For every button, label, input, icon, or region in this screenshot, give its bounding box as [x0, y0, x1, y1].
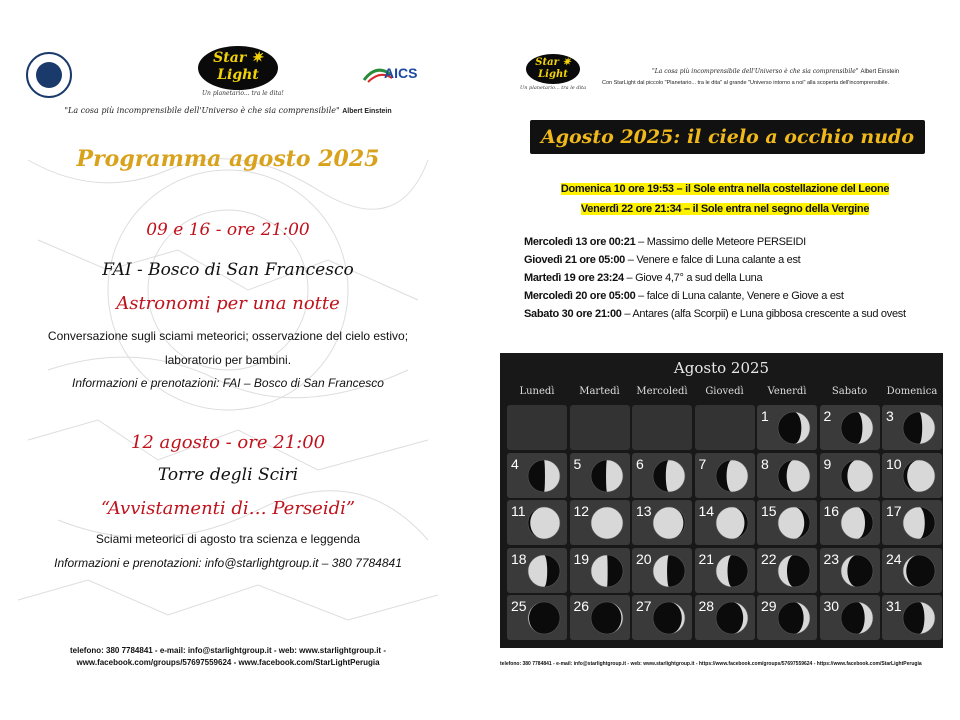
day-number: 12 — [573, 503, 590, 519]
moon-phase-icon — [902, 411, 936, 445]
moon-phase-icon — [777, 411, 811, 445]
highlight-block — [500, 179, 950, 217]
day-number: 9 — [823, 455, 832, 472]
day-number: 20 — [636, 550, 652, 567]
weekday-header: Mercoledì — [636, 386, 688, 397]
day-number: 30 — [823, 598, 840, 614]
day-number: 19 — [573, 550, 590, 567]
logo-small-line2: Light — [538, 69, 568, 80]
moon-phase-icon — [715, 601, 749, 635]
moon-phase-icon — [902, 554, 936, 588]
moon-lit-area — [606, 460, 623, 492]
empty-day-cell — [695, 405, 755, 450]
moon-phase-icon — [902, 601, 936, 635]
day-number: 8 — [761, 455, 769, 472]
right-quote-author: Albert Einstein — [860, 69, 900, 75]
day-cell — [757, 405, 817, 450]
empty-day-cell — [632, 405, 692, 450]
day-number: 10 — [886, 455, 902, 472]
day-cell — [507, 500, 567, 545]
day-number: 21 — [698, 550, 715, 567]
moon-phase-icon — [652, 459, 686, 493]
day-cell — [820, 500, 880, 545]
day-number: 24 — [886, 550, 902, 567]
moon-lit-area — [903, 507, 925, 539]
day-number: 16 — [823, 503, 840, 519]
highlight-sun-leo: Domenica 10 ore 19:53 – il Sole entra nella costellazione del Leone — [560, 183, 890, 195]
day-number: 22 — [761, 550, 777, 567]
day-cell — [882, 453, 942, 498]
moon-lit-area — [544, 460, 560, 492]
moon-lit-area — [528, 555, 547, 587]
day-cell — [820, 453, 880, 498]
starlight-logo-small — [526, 54, 580, 84]
moon-lit-area — [591, 555, 608, 587]
logo-small-line1: Star — [535, 57, 559, 68]
day-number: 15 — [761, 503, 777, 519]
event-when: Martedì 19 ore 23:24 — [524, 272, 624, 284]
event2-name: “Avvistamenti di… Perseidi” — [100, 498, 356, 519]
event-what: – Antares (alfa Scorpii) e Luna gibbosa crescente a sud ovest — [621, 308, 906, 320]
day-cell — [757, 500, 817, 545]
logo-line2: Light — [217, 67, 259, 83]
day-number: 31 — [886, 598, 902, 614]
event-what: – Massimo delle Meteore PERSEIDI — [635, 236, 806, 248]
day-number: 13 — [636, 503, 652, 519]
day-number: 17 — [886, 503, 902, 519]
moon-phase-icon — [652, 506, 686, 540]
weekday-header: Lunedì — [519, 386, 555, 397]
day-number: 18 — [511, 550, 527, 567]
day-cell — [695, 595, 755, 640]
day-number: 6 — [636, 455, 644, 472]
event-item — [524, 254, 906, 272]
event-what: – falce di Luna calante, Venere e Giove a est — [635, 290, 844, 302]
moon-phase-icon — [652, 554, 686, 588]
day-number: 5 — [573, 455, 582, 472]
right-flyer-page — [500, 40, 950, 675]
event-when: Sabato 30 ore 21:00 — [524, 308, 622, 320]
event2-info: Informazioni e prenotazioni: info@starlightgroup.it – 380 7784841 — [54, 556, 402, 570]
event2-date: 12 agosto - ore 21:00 — [130, 432, 326, 453]
logo-tagline: Un planetario... tra le dita! — [202, 90, 284, 97]
moon-phase-icon — [590, 506, 624, 540]
logo-line1: Star — [213, 50, 247, 66]
event-item — [524, 290, 906, 308]
moon-lit-area — [653, 555, 669, 587]
program-title: Programma agosto 2025 — [76, 146, 380, 172]
quote-text: "La cosa più incomprensibile dell'Universo è che sia comprensibile" — [64, 106, 340, 115]
right-subquote: Con StarLight dal piccolo "Planetario... tra le dita" al grande "Universo intorno a noi" alla scoperta dell'incomprensibile. — [602, 80, 890, 86]
day-cell — [632, 453, 692, 498]
moon-phase-icon — [777, 459, 811, 493]
moon-lit-area — [778, 507, 804, 539]
moon-phase-icon — [902, 459, 936, 493]
event1-venue: FAI - Bosco di San Francesco — [102, 260, 354, 280]
empty-day-cell — [507, 405, 567, 450]
day-number: 4 — [511, 455, 519, 472]
event1-info: Informazioni e prenotazioni: FAI – Bosco di San Francesco — [72, 376, 384, 390]
moon-phase-icon — [777, 506, 811, 540]
day-cell — [882, 595, 942, 640]
day-cell — [632, 548, 692, 593]
quote-author: Albert Einstein — [342, 108, 392, 115]
moon-phase-icon — [527, 601, 561, 635]
day-cell — [882, 405, 942, 450]
day-cell — [820, 548, 880, 593]
weekday-header: Venerdì — [767, 386, 807, 397]
event1-desc-line1: Conversazione sugli sciami meteorici; osservazione del cielo estivo; — [47, 329, 409, 343]
event-when: Mercoledì 20 ore 05:00 — [524, 290, 636, 302]
moon-phase-icon — [652, 601, 686, 635]
event-when: Mercoledì 13 ore 00:21 — [524, 236, 636, 248]
moon-phase-icon — [777, 601, 811, 635]
right-footer: telefono: 380 7784841 - e-mail: info@starlightgroup.it - web: www.starlightgroup.it - https://www.facebook.com/groups/57697559624 - https://www.facebook.com/StarLightPerugia — [500, 661, 922, 667]
day-cell — [507, 548, 567, 593]
moon-lit-area — [841, 507, 865, 539]
day-cell — [570, 595, 630, 640]
empty-day-cell — [570, 405, 630, 450]
day-number: 2 — [823, 408, 832, 424]
moon-phase-icon — [527, 459, 561, 493]
day-cell — [882, 548, 942, 593]
left-footer-line2: www.facebook.com/groups/57697559624 - www.facebook.com/StarLightPerugia — [76, 658, 380, 667]
event2-venue: Torre degli Sciri — [157, 465, 299, 485]
moon-phase-icon — [527, 506, 561, 540]
moon-phase-calendar — [500, 353, 943, 648]
moon-phase-icon — [840, 459, 874, 493]
day-cell — [632, 500, 692, 545]
event1-name: Astronomi per una notte — [116, 293, 340, 314]
day-cell — [507, 453, 567, 498]
moon-lit-area — [666, 460, 685, 492]
svg-text:AICS: AICS — [384, 65, 418, 81]
day-number: 1 — [761, 408, 769, 424]
event-when: Giovedì 21 ore 05:00 — [524, 254, 625, 266]
day-number: 25 — [511, 598, 527, 614]
event-item — [524, 236, 906, 254]
star-icon-small: ✷ — [562, 57, 571, 68]
highlight-sun-virgo: Venerdì 22 ore 21:34 – il Sole entra nel segno della Vergine — [580, 203, 870, 215]
weekday-header: Giovedì — [705, 386, 744, 397]
moon-phase-icon — [902, 506, 936, 540]
right-title: Agosto 2025: il cielo a occhio nudo — [540, 126, 915, 148]
moon-lit-area — [726, 460, 747, 492]
day-cell — [570, 500, 630, 545]
logo-small-tagline: Un planetario... tra le dita — [520, 85, 587, 91]
weekday-header: Domenica — [886, 386, 938, 397]
star-icon: ✷ — [251, 50, 263, 66]
day-cell — [820, 595, 880, 640]
day-cell — [570, 548, 630, 593]
moon-phase-icon — [527, 554, 561, 588]
day-cell — [695, 548, 755, 593]
event-what: – Giove 4,7° a sud della Luna — [623, 272, 763, 284]
day-cell — [695, 453, 755, 498]
day-number: 26 — [573, 598, 590, 614]
right-title-banner — [530, 120, 925, 154]
event1-date: 09 e 16 - ore 21:00 — [146, 220, 310, 240]
day-cell — [882, 500, 942, 545]
left-flyer-page — [18, 40, 438, 675]
moon-phase-icon — [777, 554, 811, 588]
day-number: 28 — [698, 598, 715, 614]
right-quote-text: "La cosa più incomprensibile dell'Universo è che sia comprensibile" — [652, 68, 859, 75]
events-list — [524, 236, 906, 326]
moon-phase-icon — [590, 601, 624, 635]
event-item — [524, 308, 906, 326]
moon-lit-area — [787, 460, 810, 492]
starlight-logo — [198, 46, 278, 90]
event1-desc-line2: laboratorio per bambini. — [164, 353, 292, 367]
day-number: 29 — [761, 598, 777, 614]
day-cell — [757, 595, 817, 640]
event-what: – Venere e falce di Luna calante a est — [625, 254, 801, 266]
moon-phase-icon — [715, 554, 749, 588]
uai-logo — [26, 52, 72, 98]
moon-phase-icon — [715, 459, 749, 493]
calendar-title: Agosto 2025 — [673, 359, 770, 377]
moon-phase-icon — [840, 506, 874, 540]
left-footer-line1: telefono: 380 7784841 - e-mail: info@starlightgroup.it - web: www.starlightgroup.it - — [70, 646, 386, 655]
event-item — [524, 272, 906, 290]
day-cell — [695, 500, 755, 545]
moon-phase-icon — [590, 554, 624, 588]
moon-phase-icon — [840, 601, 874, 635]
moon-phase-icon — [840, 411, 874, 445]
day-cell — [507, 595, 567, 640]
event2-desc: Sciami meteorici di agosto tra scienza e leggenda — [95, 532, 361, 546]
moon-lit-area — [847, 460, 873, 492]
day-number: 14 — [698, 503, 715, 519]
weekday-header: Sabato — [831, 386, 868, 397]
day-number: 11 — [511, 503, 526, 519]
day-number: 23 — [823, 550, 840, 567]
day-cell — [757, 453, 817, 498]
day-cell — [570, 453, 630, 498]
day-cell — [757, 548, 817, 593]
right-einstein-quote — [652, 68, 899, 75]
day-cell — [820, 405, 880, 450]
aics-logo — [362, 60, 420, 86]
day-number: 3 — [886, 408, 894, 424]
moon-phase-icon — [840, 554, 874, 588]
day-cell — [632, 595, 692, 640]
moon-phase-icon — [590, 459, 624, 493]
weekday-header: Martedì — [579, 386, 620, 397]
moon-phase-icon — [715, 506, 749, 540]
einstein-quote — [18, 106, 438, 115]
day-number: 27 — [636, 598, 652, 614]
day-number: 7 — [698, 455, 707, 472]
